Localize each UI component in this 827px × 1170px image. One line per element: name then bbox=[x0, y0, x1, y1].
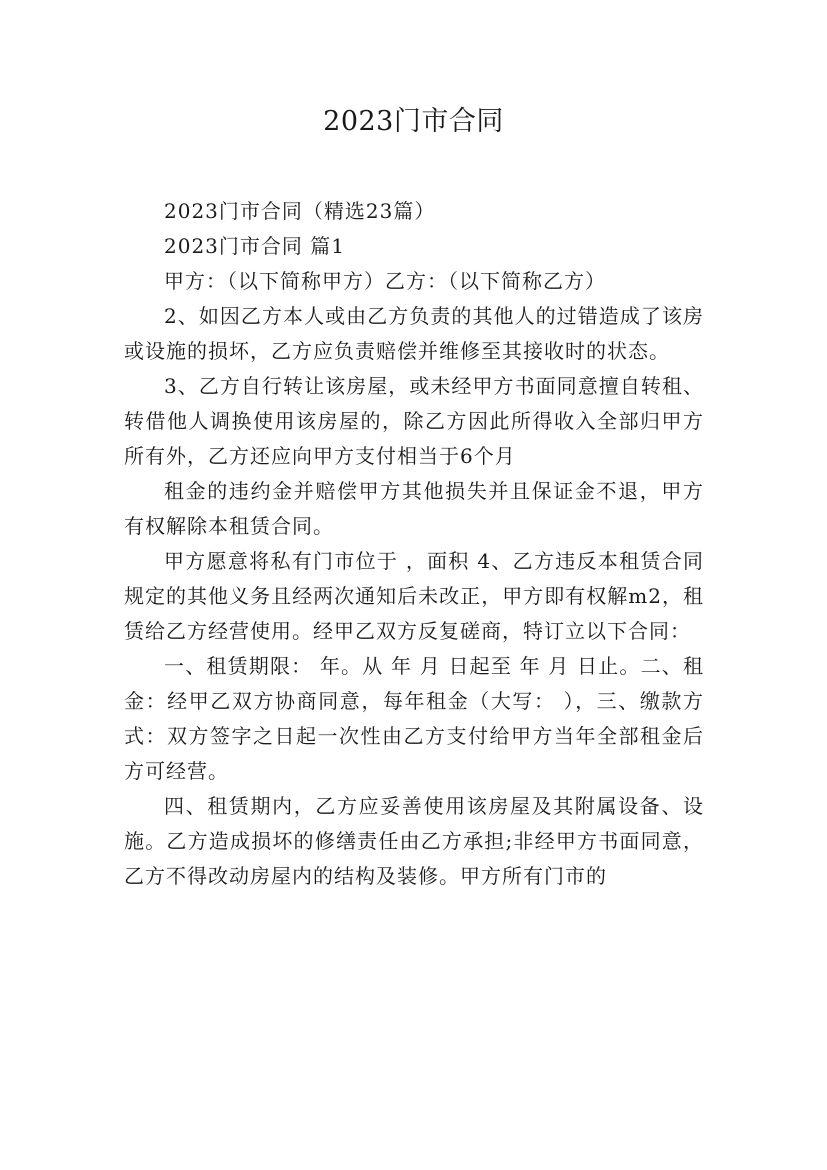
document-body bbox=[124, 194, 704, 894]
document-title: 2023门市合同 bbox=[323, 106, 504, 137]
paragraph-premises: 甲方愿意将私有门市位于 ，面积 4、乙方违反本租赁合同规定的其他义务且经两次通知后未改正，甲方即有权解m2，租赁给乙方经营使用。经甲乙双方反复磋商，特订立以下合同： bbox=[124, 549, 704, 643]
paragraph-clause-2: 2、如因乙方本人或由乙方负责的其他人的过错造成了该房或设施的损坏，乙方应负责赔偿并维修至其接收时的状态。 bbox=[124, 304, 704, 363]
paragraph-penalty: 租金的违约金并赔偿甲方其他损失并且保证金不退，甲方有权解除本租赁合同。 bbox=[124, 479, 704, 538]
paragraph-clause-four: 四、租赁期内，乙方应妥善使用该房屋及其附属设备、设施。乙方造成损坏的修缮责任由乙方承担;非经甲方书面同意，乙方不得改动房屋内的结构及装修。甲方所有门市的 bbox=[124, 794, 704, 888]
paragraph-term-rent: 一、租赁期限： 年。从 年 月 日起至 年 月 日止。二、租金：经甲乙双方协商同意，每年租金（大写： ），三、缴款方式：双方签字之日起一次性由乙方支付给甲方当年全部租金后方可经营。 bbox=[124, 654, 704, 783]
paragraph-parties: 甲方：（以下简称甲方）乙方：（以下简称乙方） bbox=[164, 269, 606, 293]
paragraph-section-title: 2023门市合同 篇1 bbox=[164, 234, 345, 258]
paragraph-heading: 2023门市合同（精选23篇） bbox=[164, 199, 436, 223]
paragraph-clause-3: 3、乙方自行转让该房屋，或未经甲方书面同意擅自转租、转借他人调换使用该房屋的，除乙方因此所得收入全部归甲方所有外，乙方还应向甲方支付相当于6个月 bbox=[124, 374, 704, 468]
